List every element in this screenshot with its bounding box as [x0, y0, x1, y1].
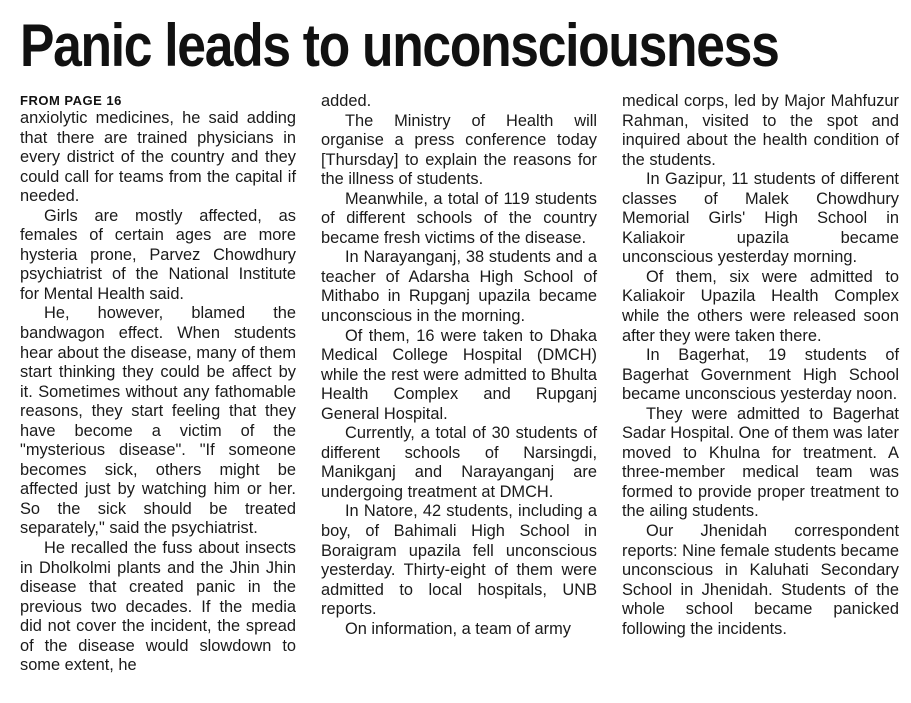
paragraph: On information, a team of army [345, 619, 571, 638]
paragraph: anxiolytic medicines, he said adding that there are trained physicians in every district of the country and they could call for teams from the capital if needed. [20, 109, 296, 206]
jump-line: FROM PAGE 16 [20, 93, 122, 108]
paragraph: In Bagerhat, 19 students of Bagerhat Government High School became unconscious yesterday noon. [622, 346, 899, 404]
paragraph: medical corps, led by Major Mahfuzur Rahman, visited to the spot and inquired about the health condition of the students. [622, 92, 899, 169]
paragraph: Our Jhenidah correspondent reports: Nine female students became unconscious in Kaluhati Secondary School in Jhenidah. Students of the whole school became panicked following the incidents. [622, 522, 899, 638]
paragraph: Of them, 16 were taken to Dhaka Medical College Hospital (DMCH) while the rest were admitted to Bhulta Health Complex and Rupganj General Hospital. [321, 326, 597, 423]
paragraph: They were admitted to Bagerhat Sadar Hospital. One of them was later moved to Khulna for treatment. A three-member medical team was formed to provide proper treatment to the ailing students. [622, 404, 899, 521]
paragraph: He recalled the fuss about insects in Dholkolmi plants and the Jhin Jhin disease that created panic in the previous two decades. If the media did not cover the incident, the spread of the disease would slowdown to some extent, he [20, 539, 296, 675]
paragraph: In Narayanganj, 38 students and a teacher of Adarsha High School of Mithabo in Rupganj upazila became unconscious in the morning. [321, 248, 597, 326]
paragraph: He, however, blamed the bandwagon effect. When students hear about the disease, many of them start thinking they could be affect by it. Sometimes without any fathomable reasons, they start feeling that they have become a victim of the "mysterious disease". "If someone becomes sick, others might be affected just by watching him or her. So the sick should be treated separately," said the psychiatrist. [20, 304, 296, 538]
headline: Panic leads to unconsciousness [20, 12, 779, 79]
paragraph: added. [321, 92, 372, 110]
article-column-3 [622, 92, 899, 639]
paragraph: The Ministry of Health will organise a press conference today [Thursday] to explain the reasons for the illness of students. [321, 111, 597, 189]
paragraph: Currently, a total of 30 students of different schools of Narsingdi, Manikganj and Narayanganj are undergoing treatment at DMCH. [321, 424, 597, 501]
paragraph: In Gazipur, 11 students of different classes of Malek Chowdhury Memorial Girls' High School in Kaliakoir upazila became unconscious yesterday morning. [622, 170, 899, 267]
paragraph: Of them, six were admitted to Kaliakoir Upazila Health Complex while the others were released soon after they were taken there. [622, 267, 899, 345]
paragraph: In Natore, 42 students, including a boy, of Bahimali High School in Boraigram upazila fell unconscious yesterday. Thirty-eight of them were admitted to local hospitals, UNB reports. [321, 502, 597, 619]
paragraph: Meanwhile, a total of 119 students of different schools of the country became fresh victims of the disease. [321, 189, 597, 247]
article-column-1 [20, 92, 296, 676]
article-column-2 [321, 92, 597, 639]
paragraph: Girls are mostly affected, as females of certain ages are more hysteria prone, Parvez Chowdhury psychiatrist of the National Institute for Mental Health said. [20, 206, 296, 303]
